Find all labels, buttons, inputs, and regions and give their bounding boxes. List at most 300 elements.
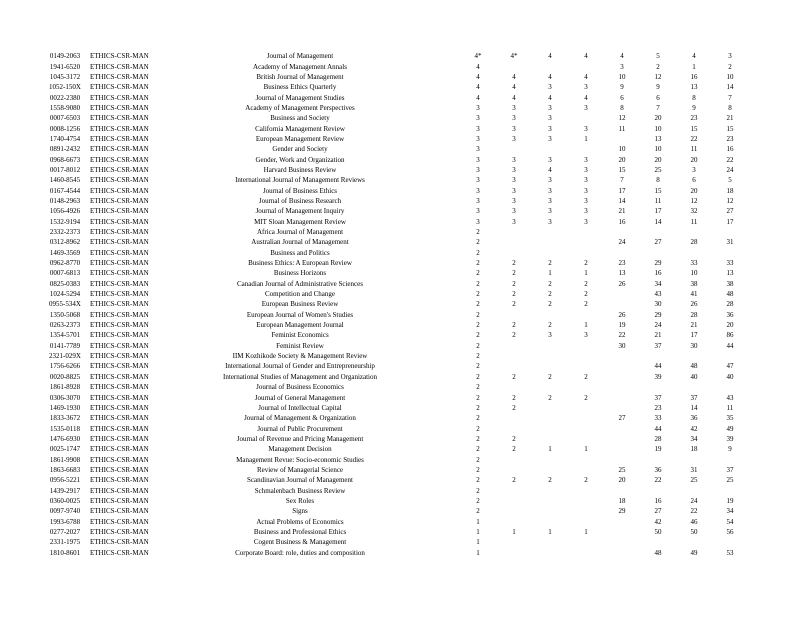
- value-cell-1: 2: [476, 486, 480, 495]
- value-cell-1: 3: [476, 217, 480, 226]
- field-cell: ETHICS-CSR-MAN: [90, 300, 149, 309]
- journal-name-cell: Canadian Journal of Administrative Sciences: [237, 279, 363, 288]
- value-cell-5: 25: [618, 465, 626, 474]
- value-cell-3: 1: [548, 269, 552, 278]
- journal-name-cell: Journal of Intellectual Capital: [258, 403, 342, 412]
- value-cell-2: 2: [512, 445, 516, 454]
- field-cell: ETHICS-CSR-MAN: [90, 238, 149, 247]
- value-cell-7: 49: [690, 548, 698, 557]
- issn-cell: 0962-8770: [49, 259, 81, 268]
- value-cell-6: 29: [654, 259, 662, 268]
- value-cell-5: 7: [620, 176, 624, 185]
- value-cell-4: 1: [584, 269, 588, 278]
- value-cell-7: 1: [692, 62, 696, 71]
- value-cell-7: 13: [690, 83, 698, 92]
- value-cell-3: 2: [548, 259, 552, 268]
- field-cell: ETHICS-CSR-MAN: [90, 548, 149, 557]
- value-cell-8: 15: [726, 124, 734, 133]
- value-cell-4: 2: [584, 372, 588, 381]
- value-cell-2: 3: [512, 217, 516, 226]
- value-cell-2: 2: [512, 321, 516, 330]
- value-cell-7: 28: [690, 310, 698, 319]
- table-row: [40, 310, 748, 320]
- value-cell-8: 25: [726, 476, 734, 485]
- value-cell-1: 3: [476, 103, 480, 112]
- value-cell-4: 2: [584, 476, 588, 485]
- journal-name-cell: Scandinavian Journal of Management: [247, 476, 353, 485]
- value-cell-8: 40: [726, 372, 734, 381]
- field-cell: ETHICS-CSR-MAN: [90, 259, 149, 268]
- journal-name-cell: European Management Journal: [256, 321, 344, 330]
- value-cell-7: 3: [692, 165, 696, 174]
- value-cell-8: 20: [726, 321, 734, 330]
- value-cell-8: 37: [726, 465, 734, 474]
- journal-name-cell: Business and Politics: [270, 248, 330, 257]
- value-cell-1: 1: [476, 517, 480, 526]
- table-row: [40, 144, 748, 154]
- value-cell-1: 2: [476, 279, 480, 288]
- value-cell-6: 14: [654, 217, 662, 226]
- value-cell-3: 3: [548, 331, 552, 340]
- issn-cell: 1861-9908: [49, 455, 81, 464]
- value-cell-8: 17: [726, 217, 734, 226]
- table-row: [40, 279, 748, 289]
- journal-name-cell: International Journal of Management Reviews: [235, 176, 365, 185]
- value-cell-8: 47: [726, 362, 734, 371]
- value-cell-8: 28: [726, 300, 734, 309]
- issn-cell: 1469-1930: [49, 403, 81, 412]
- field-cell: ETHICS-CSR-MAN: [90, 279, 149, 288]
- value-cell-7: 11: [690, 145, 698, 154]
- value-cell-8: 5: [728, 176, 732, 185]
- table-row: [40, 496, 748, 506]
- field-cell: ETHICS-CSR-MAN: [90, 217, 149, 226]
- value-cell-8: 11: [726, 403, 734, 412]
- value-cell-2: 4: [512, 72, 516, 81]
- value-cell-2: 2: [512, 259, 516, 268]
- value-cell-1: 3: [476, 114, 480, 123]
- value-cell-1: 2: [476, 372, 480, 381]
- value-cell-7: 4: [692, 52, 696, 61]
- value-cell-7: 21: [690, 321, 698, 330]
- value-cell-7: 38: [690, 279, 698, 288]
- value-cell-2: 4*: [510, 52, 518, 61]
- value-cell-2: 3: [512, 155, 516, 164]
- value-cell-5: 21: [618, 207, 626, 216]
- issn-cell: 0141-7789: [49, 341, 81, 350]
- field-cell: ETHICS-CSR-MAN: [90, 145, 149, 154]
- value-cell-7: 26: [690, 300, 698, 309]
- value-cell-1: 2: [476, 445, 480, 454]
- field-cell: ETHICS-CSR-MAN: [90, 176, 149, 185]
- journal-name-cell: Journal of Management Studies: [255, 93, 345, 102]
- issn-cell: 1350-5068: [49, 310, 81, 319]
- value-cell-8: 10: [726, 72, 734, 81]
- value-cell-5: 23: [618, 259, 626, 268]
- value-cell-1: 4: [476, 83, 480, 92]
- value-cell-8: 13: [726, 269, 734, 278]
- value-cell-8: 22: [726, 155, 734, 164]
- value-cell-7: 46: [690, 517, 698, 526]
- value-cell-5: 26: [618, 310, 626, 319]
- value-cell-6: 25: [654, 165, 662, 174]
- table-row: [40, 413, 748, 423]
- value-cell-7: 25: [690, 476, 698, 485]
- value-cell-6: 17: [654, 207, 662, 216]
- table-row: [40, 134, 748, 144]
- journal-name-cell: Journal of Public Procurement: [257, 424, 343, 433]
- value-cell-8: 9: [728, 445, 732, 454]
- value-cell-8: 54: [726, 517, 734, 526]
- issn-cell: 1045-3172: [49, 72, 81, 81]
- table-row: [40, 351, 748, 361]
- field-cell: ETHICS-CSR-MAN: [90, 383, 149, 392]
- value-cell-3: 4: [548, 52, 552, 61]
- journal-name-cell: British Journal of Management: [256, 72, 344, 81]
- value-cell-8: 7: [728, 93, 732, 102]
- journal-name-cell: International Journal of Gender and Entrepreneurship: [225, 362, 375, 371]
- value-cell-4: 3: [584, 207, 588, 216]
- value-cell-3: 2: [548, 279, 552, 288]
- field-cell: ETHICS-CSR-MAN: [90, 496, 149, 505]
- journal-name-cell: Journal of Business Economics: [256, 383, 344, 392]
- value-cell-5: 29: [618, 507, 626, 516]
- value-cell-1: 2: [476, 228, 480, 237]
- value-cell-4: 2: [584, 300, 588, 309]
- issn-cell: 1439-2917: [49, 486, 81, 495]
- value-cell-6: 27: [654, 238, 662, 247]
- value-cell-3: 3: [548, 114, 552, 123]
- value-cell-3: 2: [548, 372, 552, 381]
- field-cell: ETHICS-CSR-MAN: [90, 103, 149, 112]
- value-cell-1: 1: [476, 527, 480, 536]
- value-cell-4: 1: [584, 321, 588, 330]
- field-cell: ETHICS-CSR-MAN: [90, 414, 149, 423]
- value-cell-4: 2: [584, 393, 588, 402]
- field-cell: ETHICS-CSR-MAN: [90, 52, 149, 61]
- table-row: [40, 475, 748, 485]
- journal-name-cell: International Studies of Management and Organization: [222, 372, 378, 381]
- value-cell-2: 3: [512, 124, 516, 133]
- value-cell-2: 4: [512, 83, 516, 92]
- value-cell-4: 3: [584, 124, 588, 133]
- journal-name-cell: MIT Sloan Management Review: [254, 217, 346, 226]
- value-cell-4: 3: [584, 165, 588, 174]
- issn-cell: 1833-3672: [49, 414, 81, 423]
- value-cell-1: 2: [476, 403, 480, 412]
- table-row: [40, 516, 748, 526]
- value-cell-8: 3: [728, 52, 732, 61]
- table-row: [40, 61, 748, 71]
- field-cell: ETHICS-CSR-MAN: [90, 290, 149, 299]
- value-cell-2: 2: [512, 290, 516, 299]
- issn-cell: 1532-9194: [49, 217, 81, 226]
- journal-name-cell: Actual Problems of Economics: [256, 517, 344, 526]
- value-cell-1: 2: [476, 507, 480, 516]
- value-cell-4: 3: [584, 83, 588, 92]
- value-cell-7: 23: [690, 114, 698, 123]
- value-cell-8: 44: [726, 341, 734, 350]
- journal-name-cell: European Management Review: [255, 134, 345, 143]
- value-cell-4: 3: [584, 217, 588, 226]
- value-cell-8: 24: [726, 165, 734, 174]
- field-cell: ETHICS-CSR-MAN: [90, 445, 149, 454]
- value-cell-6: 22: [654, 476, 662, 485]
- journal-name-cell: Journal of Business Research: [258, 196, 342, 205]
- table-row: [40, 423, 748, 433]
- value-cell-6: 37: [654, 393, 662, 402]
- value-cell-8: 27: [726, 207, 734, 216]
- field-cell: ETHICS-CSR-MAN: [90, 321, 149, 330]
- value-cell-1: 4: [476, 93, 480, 102]
- value-cell-3: 4: [548, 93, 552, 102]
- table-row: [40, 465, 748, 475]
- value-cell-4: 1: [584, 527, 588, 536]
- value-cell-5: 24: [618, 238, 626, 247]
- value-cell-7: 9: [692, 103, 696, 112]
- journal-name-cell: Business and Professional Ethics: [253, 527, 347, 536]
- field-cell: ETHICS-CSR-MAN: [90, 114, 149, 123]
- journal-name-cell: Business Ethics: A European Review: [248, 259, 352, 268]
- issn-cell: 2321-029X: [49, 352, 81, 361]
- value-cell-2: 4: [512, 93, 516, 102]
- value-cell-8: 33: [726, 259, 734, 268]
- issn-cell: 2332-2373: [49, 228, 81, 237]
- value-cell-8: 12: [726, 196, 734, 205]
- value-cell-6: 15: [654, 186, 662, 195]
- value-cell-3: 1: [548, 445, 552, 454]
- journal-name-cell: Journal of General Management: [254, 393, 346, 402]
- value-cell-7: 50: [690, 527, 698, 536]
- issn-cell: 1810-8601: [49, 548, 81, 557]
- value-cell-2: 3: [512, 114, 516, 123]
- value-cell-8: 19: [726, 496, 734, 505]
- value-cell-8: 34: [726, 507, 734, 516]
- issn-cell: 0968-6673: [49, 155, 81, 164]
- value-cell-4: 2: [584, 259, 588, 268]
- value-cell-5: 6: [620, 93, 624, 102]
- value-cell-1: 3: [476, 176, 480, 185]
- value-cell-8: 23: [726, 134, 734, 143]
- field-cell: ETHICS-CSR-MAN: [90, 331, 149, 340]
- value-cell-1: 2: [476, 383, 480, 392]
- field-cell: ETHICS-CSR-MAN: [90, 403, 149, 412]
- field-cell: ETHICS-CSR-MAN: [90, 393, 149, 402]
- value-cell-5: 4: [620, 52, 624, 61]
- value-cell-6: 44: [654, 424, 662, 433]
- value-cell-2: 3: [512, 134, 516, 143]
- value-cell-5: 14: [618, 196, 626, 205]
- value-cell-6: 28: [654, 434, 662, 443]
- field-cell: ETHICS-CSR-MAN: [90, 507, 149, 516]
- value-cell-1: 4: [476, 62, 480, 71]
- table-row: [40, 341, 748, 351]
- table-row: [40, 248, 748, 258]
- issn-cell: 0277-2027: [49, 527, 81, 536]
- value-cell-7: 24: [690, 496, 698, 505]
- value-cell-3: 2: [548, 393, 552, 402]
- value-cell-5: 16: [618, 217, 626, 226]
- field-cell: ETHICS-CSR-MAN: [90, 196, 149, 205]
- value-cell-8: 56: [726, 527, 734, 536]
- field-cell: ETHICS-CSR-MAN: [90, 248, 149, 257]
- field-cell: ETHICS-CSR-MAN: [90, 517, 149, 526]
- issn-cell: 1740-4754: [49, 134, 81, 143]
- value-cell-6: 21: [654, 331, 662, 340]
- journal-name-cell: Review of Managerial Science: [256, 465, 344, 474]
- value-cell-6: 27: [654, 507, 662, 516]
- field-cell: ETHICS-CSR-MAN: [90, 186, 149, 195]
- issn-cell: 0148-2963: [49, 196, 81, 205]
- value-cell-6: 6: [656, 93, 660, 102]
- journal-name-cell: Academy of Management Perspectives: [245, 103, 355, 112]
- value-cell-6: 20: [654, 114, 662, 123]
- value-cell-2: 3: [512, 207, 516, 216]
- value-cell-3: 3: [548, 83, 552, 92]
- value-cell-6: 16: [654, 496, 662, 505]
- journal-name-cell: Gender and Society: [272, 145, 328, 154]
- value-cell-7: 28: [690, 238, 698, 247]
- value-cell-7: 33: [690, 259, 698, 268]
- value-cell-4: 3: [584, 186, 588, 195]
- value-cell-1: 2: [476, 424, 480, 433]
- table-row: [40, 92, 748, 102]
- issn-cell: 1861-8928: [49, 383, 81, 392]
- value-cell-6: 16: [654, 269, 662, 278]
- field-cell: ETHICS-CSR-MAN: [90, 341, 149, 350]
- table-row: [40, 382, 748, 392]
- value-cell-5: 8: [620, 103, 624, 112]
- value-cell-1: 4*: [474, 52, 482, 61]
- value-cell-5: 10: [618, 72, 626, 81]
- journal-name-cell: California Management Review: [255, 124, 345, 133]
- value-cell-4: 3: [584, 176, 588, 185]
- value-cell-1: 1: [476, 538, 480, 547]
- value-cell-4: 1: [584, 134, 588, 143]
- table-row: [40, 196, 748, 206]
- value-cell-7: 31: [690, 465, 698, 474]
- journal-name-cell: Corporate Board: role, duties and composition: [235, 548, 365, 557]
- table-row: [40, 454, 748, 464]
- value-cell-6: 24: [654, 321, 662, 330]
- value-cell-7: 12: [690, 196, 698, 205]
- value-cell-8: 35: [726, 414, 734, 423]
- value-cell-2: 2: [512, 403, 516, 412]
- table-row: [40, 434, 748, 444]
- value-cell-3: 3: [548, 207, 552, 216]
- field-cell: ETHICS-CSR-MAN: [90, 527, 149, 536]
- value-cell-1: 3: [476, 145, 480, 154]
- value-cell-1: 2: [476, 496, 480, 505]
- field-cell: ETHICS-CSR-MAN: [90, 434, 149, 443]
- issn-cell: 1558-9080: [49, 103, 81, 112]
- value-cell-6: 7: [656, 103, 660, 112]
- value-cell-5: 15: [618, 165, 626, 174]
- table-row: [40, 217, 748, 227]
- value-cell-1: 4: [476, 72, 480, 81]
- value-cell-7: 30: [690, 341, 698, 350]
- table-row: [40, 103, 748, 113]
- value-cell-1: 2: [476, 352, 480, 361]
- table-row: [40, 403, 748, 413]
- issn-cell: 0955-534X: [49, 300, 81, 309]
- value-cell-4: 1: [584, 445, 588, 454]
- value-cell-7: 37: [690, 393, 698, 402]
- value-cell-5: 30: [618, 341, 626, 350]
- table-row: [40, 113, 748, 123]
- table-row: [40, 527, 748, 537]
- journal-name-cell: Feminist Economics: [271, 331, 329, 340]
- value-cell-8: 18: [726, 186, 734, 195]
- value-cell-7: 20: [690, 155, 698, 164]
- value-cell-4: 4: [584, 52, 588, 61]
- value-cell-5: 3: [620, 62, 624, 71]
- issn-cell: 0017-8012: [49, 165, 81, 174]
- value-cell-1: 2: [476, 248, 480, 257]
- value-cell-8: 38: [726, 279, 734, 288]
- journal-table: [40, 51, 748, 558]
- value-cell-7: 32: [690, 207, 698, 216]
- table-row: [40, 289, 748, 299]
- table-row: [40, 299, 748, 309]
- value-cell-7: 20: [690, 186, 698, 195]
- value-cell-5: 17: [618, 186, 626, 195]
- value-cell-8: 43: [726, 393, 734, 402]
- issn-cell: 0007-6503: [49, 114, 81, 123]
- value-cell-3: 2: [548, 476, 552, 485]
- journal-name-cell: European Journal of Women's Studies: [246, 310, 354, 319]
- value-cell-3: 4: [548, 165, 552, 174]
- value-cell-6: 39: [654, 372, 662, 381]
- issn-cell: 0020-8825: [49, 372, 81, 381]
- value-cell-3: 3: [548, 217, 552, 226]
- issn-cell: 1476-6930: [49, 434, 81, 443]
- value-cell-8: 8: [728, 103, 732, 112]
- value-cell-7: 41: [690, 290, 698, 299]
- table-row: [40, 237, 748, 247]
- value-cell-6: 44: [654, 362, 662, 371]
- value-cell-8: 39: [726, 434, 734, 443]
- field-cell: ETHICS-CSR-MAN: [90, 269, 149, 278]
- table-row: [40, 361, 748, 371]
- value-cell-4: 4: [584, 93, 588, 102]
- value-cell-1: 2: [476, 362, 480, 371]
- journal-name-cell: Business Horizons: [273, 269, 327, 278]
- value-cell-1: 2: [476, 434, 480, 443]
- value-cell-4: 3: [584, 103, 588, 112]
- value-cell-6: 8: [656, 176, 660, 185]
- table-row: [40, 444, 748, 454]
- value-cell-7: 42: [690, 424, 698, 433]
- value-cell-1: 2: [476, 300, 480, 309]
- value-cell-3: 3: [548, 155, 552, 164]
- journal-name-cell: European Business Review: [261, 300, 339, 309]
- field-cell: ETHICS-CSR-MAN: [90, 83, 149, 92]
- value-cell-7: 11: [690, 217, 698, 226]
- issn-cell: 1993-6788: [49, 517, 81, 526]
- issn-cell: 1756-6266: [49, 362, 81, 371]
- table-row: [40, 485, 748, 495]
- value-cell-8: 36: [726, 310, 734, 319]
- value-cell-5: 9: [620, 83, 624, 92]
- issn-cell: 1535-0118: [49, 424, 81, 433]
- value-cell-1: 2: [476, 269, 480, 278]
- issn-cell: 0825-0383: [49, 279, 81, 288]
- value-cell-6: 29: [654, 310, 662, 319]
- issn-cell: 2331-1975: [49, 538, 81, 547]
- field-cell: ETHICS-CSR-MAN: [90, 310, 149, 319]
- value-cell-3: 3: [548, 103, 552, 112]
